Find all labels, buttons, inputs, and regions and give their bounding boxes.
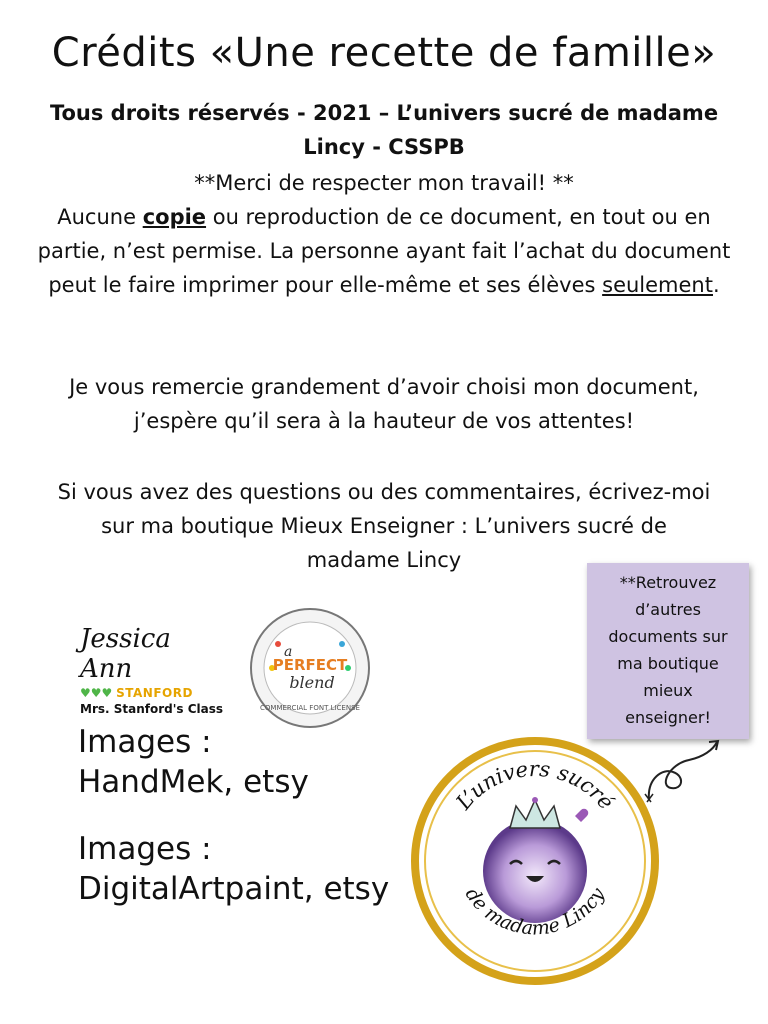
questions-line-1: Si vous avez des questions ou des commentaires, écrivez-moi <box>57 480 711 504</box>
seulement-word: seulement <box>602 273 713 297</box>
questions-line-3: madame Lincy <box>306 548 462 572</box>
respect-line: **Merci de respecter mon travail! ** <box>194 171 574 195</box>
questions-paragraph <box>20 475 748 577</box>
rights-notice <box>40 96 728 164</box>
images-label: Images : <box>78 831 212 867</box>
heart-icon: ♥♥♥ <box>80 686 113 700</box>
images-source: HandMek, etsy <box>78 764 309 800</box>
images-label: Images : <box>78 724 212 760</box>
copie-word: copie <box>142 205 207 229</box>
note-line-1: **Retrouvez <box>619 573 717 592</box>
blend-a: a <box>284 644 293 660</box>
rights-line-1: Tous droits réservés - 2021 – L’univers sucré de madame <box>49 101 719 125</box>
copy-notice-end: . <box>712 273 720 297</box>
univers-sucre-seal-logo <box>410 736 660 986</box>
jessica-ann-stanford-logo <box>80 624 226 716</box>
rights-line-2: Lincy - CSSPB <box>303 135 465 159</box>
note-line-2: d’autres <box>635 600 701 619</box>
note-line-4: ma boutique <box>617 654 719 673</box>
class-name: Mrs. Stanford's Class <box>80 702 224 716</box>
page-title: Crédits «Une recette de famille» <box>51 30 717 76</box>
note-line-3: documents sur <box>608 627 728 646</box>
jessica-hearts-row <box>80 686 226 700</box>
images-source: DigitalArtpaint, etsy <box>78 871 390 907</box>
blend-perfect: PERFECT <box>272 656 348 674</box>
images-credit-digitalartpaint <box>78 829 389 909</box>
perfect-blend-logo <box>248 606 372 730</box>
thanks-line-1: Je vous remercie grandement d’avoir choisi mon document, <box>69 375 699 399</box>
jessica-signature: Jessica Ann <box>80 624 171 684</box>
questions-line-2: sur ma boutique Mieux Enseigner : L’univers sucré de <box>101 514 667 538</box>
copy-notice <box>20 200 748 302</box>
images-credit-handmek <box>78 722 309 802</box>
copy-notice-pre: Aucune <box>57 205 143 229</box>
stanford-wordmark: STANFORD <box>116 686 193 700</box>
blend-license: COMMERCIAL FONT LICENSE <box>260 704 360 712</box>
copyright-paragraph <box>20 166 748 302</box>
copy-notice-body: ou reproduction de ce document, en tout ou en partie, n’est permise. La personne ayant fait l’achat du document peut le faire imprimer pour elle-même et ses élèves <box>37 205 731 297</box>
note-line-5: mieux <box>643 681 693 700</box>
shop-note <box>587 563 749 739</box>
note-line-6: enseigner! <box>625 708 711 727</box>
blend-word: blend <box>289 673 335 692</box>
thanks-paragraph <box>20 370 748 438</box>
seal-top-text: L’univers sucré <box>451 756 619 815</box>
thanks-line-2: j’espère qu’il sera à la hauteur de vos attentes! <box>133 409 635 433</box>
seal-bottom-text: de madame Lincy <box>460 883 610 940</box>
